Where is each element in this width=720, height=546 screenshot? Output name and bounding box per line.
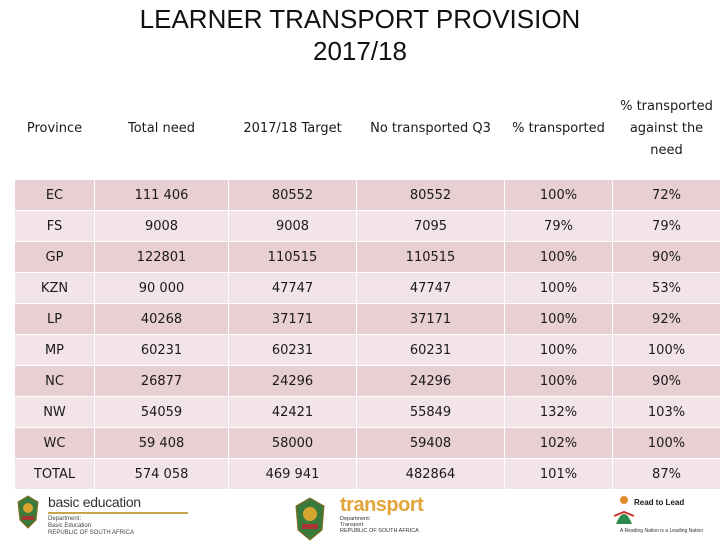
table-cell: 122801: [95, 242, 229, 273]
table-cell: 100%: [505, 335, 613, 366]
province-cell: WC: [15, 428, 95, 459]
table-cell: 110515: [229, 242, 357, 273]
table-cell: 9008: [229, 211, 357, 242]
transport-logo: [288, 496, 332, 546]
reader-figure-icon: [612, 494, 636, 528]
table-cell: 80552: [229, 180, 357, 211]
table-row: [15, 242, 720, 273]
department-label: Department:: [340, 516, 440, 522]
province-cell: GP: [15, 242, 95, 273]
column-header: Total need: [95, 79, 229, 180]
table-cell: 92%: [613, 304, 720, 335]
table-cell: 60231: [357, 335, 505, 366]
table-cell: 7095: [357, 211, 505, 242]
table-cell: 469 941: [229, 459, 357, 490]
transport-name: transport: [340, 494, 423, 517]
table-cell: 100%: [505, 273, 613, 304]
table-row: [15, 335, 720, 366]
page-title: LEARNER TRANSPORT PROVISION: [0, 4, 720, 35]
divider: [48, 512, 188, 514]
table-cell: 24296: [357, 366, 505, 397]
table-cell: 90%: [613, 366, 720, 397]
table-cell: 42421: [229, 397, 357, 428]
table-cell: 103%: [613, 397, 720, 428]
table-cell: 100%: [505, 180, 613, 211]
read-to-lead-tagline: A Reading Nation is a Leading Nation: [620, 528, 703, 534]
table-cell: 574 058: [95, 459, 229, 490]
table-cell: 100%: [505, 242, 613, 273]
table-cell: 72%: [613, 180, 720, 211]
table-cell: 102%: [505, 428, 613, 459]
page-subtitle: 2017/18: [0, 36, 720, 67]
table-cell: 59 408: [95, 428, 229, 459]
table-cell: 58000: [229, 428, 357, 459]
table-cell: 79%: [505, 211, 613, 242]
coat-of-arms-icon: [14, 494, 42, 532]
table-cell: 37171: [229, 304, 357, 335]
table-row: [15, 273, 720, 304]
table-cell: 24296: [229, 366, 357, 397]
table-cell: 55849: [357, 397, 505, 428]
table-cell: 101%: [505, 459, 613, 490]
table-cell: 79%: [613, 211, 720, 242]
table-cell: 132%: [505, 397, 613, 428]
department-name: Basic Education: [48, 523, 188, 530]
table-row: [15, 428, 720, 459]
table-cell: 59408: [357, 428, 505, 459]
table-cell: 9008: [95, 211, 229, 242]
basic-education-name: basic education: [48, 494, 188, 510]
table-cell: 47747: [229, 273, 357, 304]
table-header-row: [15, 79, 720, 180]
table-cell: 90 000: [95, 273, 229, 304]
table-cell: 54059: [95, 397, 229, 428]
table-cell: 482864: [357, 459, 505, 490]
read-to-lead-logo: [612, 492, 716, 538]
column-header: % transported: [505, 79, 613, 180]
footer: [0, 488, 720, 540]
transport-table: [14, 78, 720, 490]
province-cell: NW: [15, 397, 95, 428]
table-cell: 100%: [613, 428, 720, 459]
country-name: REPUBLIC OF SOUTH AFRICA: [48, 530, 188, 537]
table-row: [15, 304, 720, 335]
table-cell: 37171: [357, 304, 505, 335]
table-cell: 87%: [613, 459, 720, 490]
department-label: Department:: [48, 516, 188, 523]
province-cell: EC: [15, 180, 95, 211]
province-cell: KZN: [15, 273, 95, 304]
column-header: Province: [15, 79, 95, 180]
province-cell: LP: [15, 304, 95, 335]
table-cell: 110515: [357, 242, 505, 273]
table-cell: 90%: [613, 242, 720, 273]
column-header: No transported Q3: [357, 79, 505, 180]
table-row: [15, 366, 720, 397]
table-cell: 100%: [505, 304, 613, 335]
table-cell: 111 406: [95, 180, 229, 211]
table-cell: 60231: [95, 335, 229, 366]
table-row: [15, 180, 720, 211]
table-cell: 100%: [613, 335, 720, 366]
table-row: [15, 397, 720, 428]
country-name: REPUBLIC OF SOUTH AFRICA: [340, 528, 440, 534]
table-cell: 100%: [505, 366, 613, 397]
table-cell: 53%: [613, 273, 720, 304]
province-cell: MP: [15, 335, 95, 366]
read-to-lead-name: Read to Lead: [634, 498, 684, 507]
province-cell: TOTAL: [15, 459, 95, 490]
department-name: Transport: [340, 522, 440, 528]
province-cell: NC: [15, 366, 95, 397]
table-cell: 60231: [229, 335, 357, 366]
column-header: % transported against the need: [613, 79, 720, 180]
basic-education-logo: [14, 494, 188, 537]
table-row: [15, 211, 720, 242]
table-cell: 80552: [357, 180, 505, 211]
table-cell: 26877: [95, 366, 229, 397]
coat-of-arms-icon: [288, 496, 332, 542]
table-row: [15, 459, 720, 490]
table-cell: 40268: [95, 304, 229, 335]
column-header: 2017/18 Target: [229, 79, 357, 180]
province-cell: FS: [15, 211, 95, 242]
table-cell: 47747: [357, 273, 505, 304]
